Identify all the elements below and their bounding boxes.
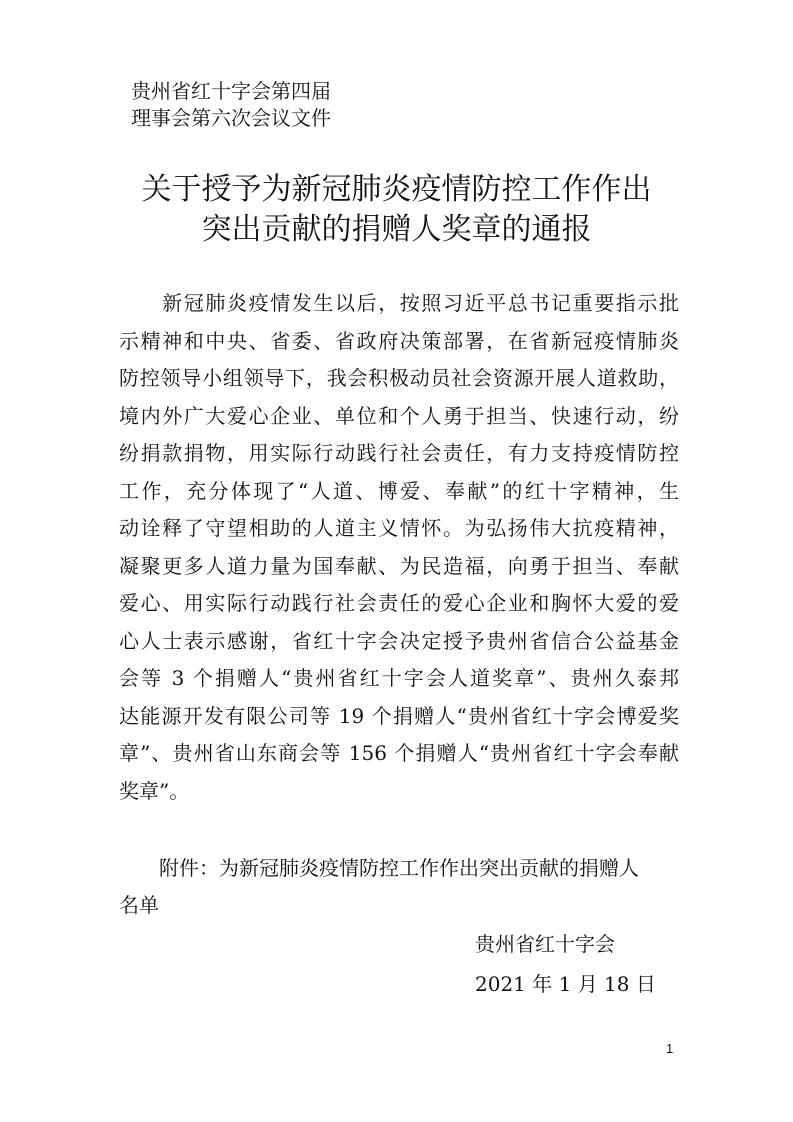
body-line: 新冠肺炎疫情发生以后，按照习近平总书记重要指示批	[119, 291, 679, 315]
header-line-1: 贵州省红十字会第四届	[131, 79, 331, 103]
header-line-2: 理事会第六次会议文件	[131, 106, 331, 130]
signature-block	[475, 924, 656, 1004]
title-line-1: 关于授予为新冠肺炎疫情防控工作作出	[141, 172, 652, 207]
meeting-header	[131, 78, 331, 132]
body-line: 奖章”。	[119, 778, 190, 803]
body-line: 纷捐款捐物，用实际行动践行社会责任，有力支持疫情防控	[119, 441, 679, 465]
attachment-line-2: 名单	[119, 893, 159, 917]
body-line: 爱心、用实际行动践行社会责任的爱心企业和胸怀大爱的爱	[119, 591, 679, 615]
signature-date: 2021 年 1 月 18 日	[475, 972, 656, 996]
attachment-line-1: 附件：为新冠肺炎疫情防控工作作出突出贡献的捐赠人	[119, 856, 639, 880]
body-line: 动诠释了守望相助的人道主义情怀。为弘扬伟大抗疫精神，	[119, 516, 679, 540]
body-paragraph	[119, 285, 679, 810]
page-number: 1	[666, 1041, 674, 1056]
body-line: 心人士表示感谢，省红十字会决定授予贵州省信合公益基金	[119, 628, 679, 653]
body-line: 会等 3 个捐赠人“贵州省红十字会人道奖章”、贵州久泰邦	[119, 666, 679, 690]
body-line: 凝聚更多人道力量为国奉献、为民造福，向勇于担当、奉献	[119, 553, 679, 578]
document-title	[0, 170, 793, 250]
body-line: 示精神和中央、省委、省政府决策部署，在省新冠疫情肺炎	[119, 328, 679, 353]
body-line: 防控领导小组领导下，我会积极动员社会资源开展人道救助，	[119, 366, 679, 390]
body-line: 章”、贵州省山东商会等 156 个捐赠人“贵州省红十字会奉献	[119, 741, 679, 765]
attachment-note	[119, 850, 679, 924]
body-line: 境内外广大爱心企业、单位和个人勇于担当、快速行动，纷	[119, 403, 679, 428]
title-line-2: 突出贡献的捐赠人奖章的通报	[201, 212, 592, 247]
body-line: 工作，充分体现了“人道、博爱、奉献”的红十字精神，生	[119, 478, 679, 503]
body-line: 达能源开发有限公司等 19 个捐赠人“贵州省红十字会博爱奖	[119, 703, 679, 728]
signature-org: 贵州省红十字会	[475, 932, 615, 956]
